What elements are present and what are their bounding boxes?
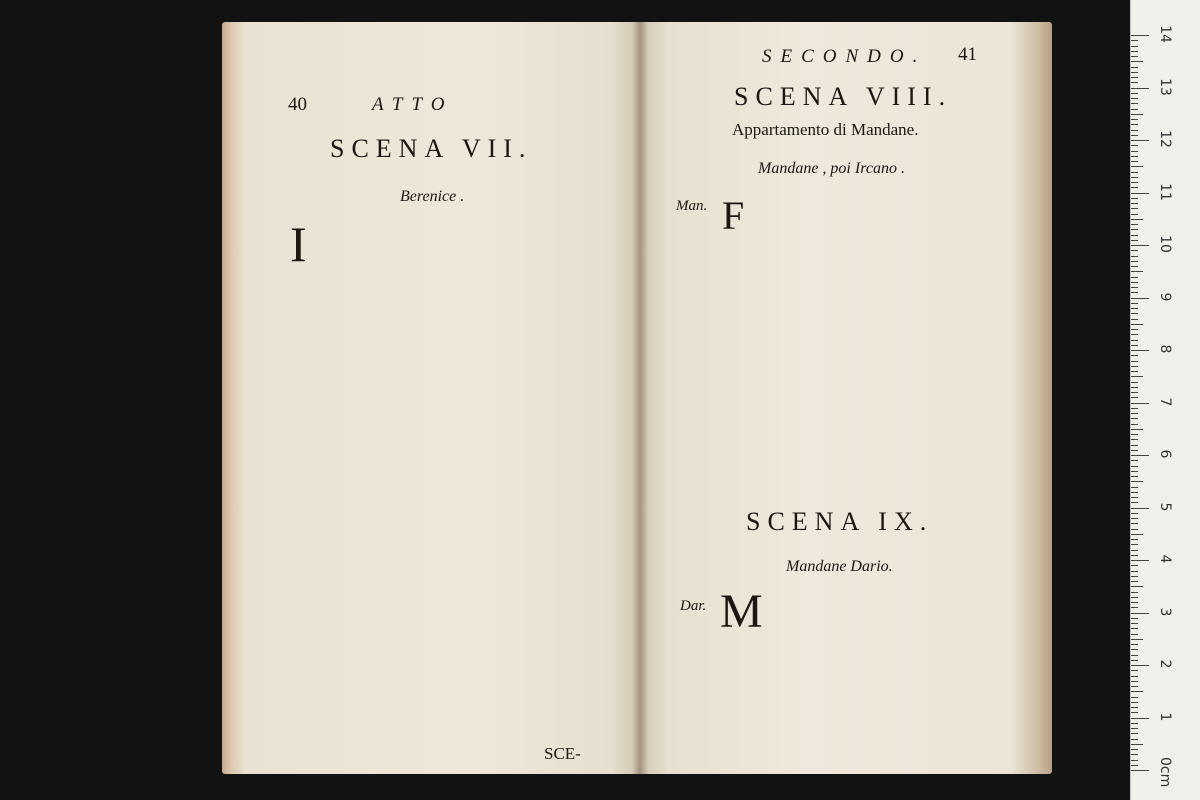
verse-line [680,670,1042,689]
verse-line [314,575,614,594]
ruler-tick [1131,193,1149,194]
ruler-tick [1131,114,1143,115]
ruler-tick [1131,109,1138,110]
ruler-tick [1131,718,1149,719]
character-list: Berenice . [400,188,465,205]
ruler-tick [1131,665,1149,666]
catchword: SCE- [544,744,581,763]
ruler-tick [1131,544,1138,545]
ruler-tick [1131,481,1143,482]
ruler-tick [1131,450,1138,451]
ruler-number: 12 [1157,130,1173,148]
ruler-tick [1131,760,1138,761]
ruler-tick [1131,555,1138,556]
ruler-tick [1131,77,1138,78]
ruler-tick [1131,103,1138,104]
ruler-tick [1131,198,1138,199]
ruler-tick [1131,691,1143,692]
verse-line [272,464,632,483]
character-list: Mandane Dario. [786,558,893,575]
ruler-tick [1131,355,1138,356]
ruler-tick [1131,329,1138,330]
ruler-number: 1 [1157,712,1173,721]
ruler-tick [1131,67,1138,68]
ruler-tick [1131,303,1138,304]
ruler-tick [1131,371,1138,372]
ruler-tick [1131,271,1143,272]
ruler-tick [1131,292,1138,293]
ruler-tick [1131,366,1138,367]
ruler-tick [1131,439,1138,440]
ruler-tick [1131,702,1138,703]
scene-location: Appartamento di Mandane. [732,120,919,139]
verse-line [698,231,1038,250]
ruler-tick [1131,224,1138,225]
verse-line [680,401,1040,420]
ruler-tick [1131,145,1138,146]
book-gutter [632,22,648,774]
verse-line [698,194,1038,213]
speaker-label: Dar. [680,598,707,614]
ruler-tick [1131,313,1138,314]
dialogue-block [680,345,1040,494]
ruler-tick [1131,261,1138,262]
ruler-number: 5 [1157,502,1173,511]
ruler-tick [1131,408,1138,409]
ruler-tick [1131,324,1143,325]
verse-line [272,501,632,520]
aria-block [314,519,614,631]
ruler-number: 0cm [1157,757,1173,788]
ruler-tick [1131,88,1149,89]
ruler-tick [1131,523,1138,524]
ruler-number: 14 [1157,25,1173,43]
ruler-tick [1131,392,1138,393]
ruler-tick [1131,471,1138,472]
ruler-tick [1131,40,1138,41]
verse-line [272,408,632,427]
ruler-tick [1131,502,1138,503]
ruler-tick [1131,728,1138,729]
ruler-tick [1131,529,1138,530]
verse-line [698,250,1038,269]
ruler-tick [1131,424,1138,425]
ruler-tick [1131,161,1138,162]
ruler-tick [1131,539,1138,540]
ruler-tick [1131,376,1143,377]
ruler-tick [1131,345,1138,346]
ruler-tick [1131,639,1143,640]
verse-line [680,345,1040,364]
ruler-tick [1131,445,1138,446]
verse-line [680,364,1040,383]
page-number: 40 [288,94,307,115]
ruler-tick [1131,282,1138,283]
ruler-tick [1131,266,1138,267]
ruler-tick [1131,240,1138,241]
verse-line [680,689,1042,708]
ruler-tick [1131,723,1138,724]
ruler-tick [1131,618,1138,619]
ruler-tick [1131,72,1138,73]
verse-line [314,593,614,612]
scene-title: SCENA IX. [746,507,934,536]
verse-line [680,652,1042,671]
scene-title: SCENA VII. [330,134,533,163]
ruler-tick [1131,235,1138,236]
ruler-tick [1131,733,1138,734]
ruler-tick [1131,466,1138,467]
ruler-tick [1131,187,1138,188]
ruler-tick [1131,707,1138,708]
ruler-tick [1131,119,1138,120]
ruler-tick [1131,749,1138,750]
verse-line [314,519,614,538]
ruler-tick [1131,61,1143,62]
ruler-number: 6 [1157,449,1173,459]
ruler-tick [1131,634,1138,635]
ruler-tick [1131,397,1138,398]
ruler-tick [1131,382,1138,383]
ruler-tick [1131,156,1138,157]
ruler-tick [1131,744,1143,745]
ruler-tick [1131,250,1138,251]
running-head: ATTO [372,94,454,115]
verse-line [698,287,1038,306]
ruler-tick [1131,686,1138,687]
ruler-tick [1131,46,1138,47]
ruler-tick [1131,565,1138,566]
ruler-tick [1131,513,1138,514]
ruler-tick [1131,124,1138,125]
ruler-tick [1131,681,1138,682]
verse-line [680,457,1040,476]
verse-line [680,615,1042,634]
ruler-tick [1131,35,1149,36]
verse-block [698,194,1038,343]
ruler-tick [1131,151,1138,152]
ruler-tick [1131,245,1149,246]
ruler-number: 11 [1157,182,1173,201]
ruler-tick [1131,571,1138,572]
ruler-number: 2 [1157,659,1173,669]
ruler-tick [1131,140,1149,141]
ruler-tick [1131,676,1138,677]
ruler-number: 9 [1157,292,1173,301]
ruler-tick [1131,739,1138,740]
verse-line [680,382,1040,401]
verse-line [272,259,632,278]
ruler-tick [1131,334,1138,335]
verse-line [272,296,632,315]
ruler-tick [1131,172,1138,173]
verse-line [698,306,1038,325]
ruler-tick [1131,770,1149,771]
ruler-tick [1131,644,1138,645]
ruler-number: 4 [1157,554,1173,564]
verse-line [272,389,632,408]
ruler-tick [1131,340,1138,341]
verse-line [680,419,1040,438]
ruler-tick [1131,487,1138,488]
ruler-tick [1131,655,1138,656]
ruler-tick [1131,298,1149,299]
ruler-tick [1131,660,1138,661]
ruler-tick [1131,166,1143,167]
ruler-tick [1131,203,1138,204]
ruler-tick [1131,308,1138,309]
ruler-tick [1131,628,1138,629]
verse-line [272,334,632,353]
ruler-tick [1131,476,1138,477]
ruler-tick [1131,586,1143,587]
verse-line [272,278,632,297]
ruler-tick [1131,712,1138,713]
ruler-number: 10 [1157,235,1173,253]
ruler-tick [1131,754,1138,755]
verse-line [272,445,632,464]
ruler-tick [1131,130,1138,131]
ruler-tick [1131,592,1138,593]
ruler-tick [1131,460,1138,461]
ruler-tick [1131,361,1138,362]
ruler-tick [1131,697,1138,698]
ruler-tick [1131,51,1138,52]
verse-line [680,633,1042,652]
ruler-tick [1131,387,1138,388]
ruler-tick [1131,229,1138,230]
ruler-number: 7 [1157,397,1173,406]
page-number: 41 [958,44,977,65]
ruler-tick [1131,613,1149,614]
ruler-tick [1131,581,1138,582]
character-list: Mandane , poi Ircano . [758,160,905,177]
ruler-tick [1131,413,1138,414]
ruler-tick [1131,765,1138,766]
ruler-tick [1131,492,1138,493]
ruler-tick [1131,82,1138,83]
ruler-tick [1131,319,1138,320]
verse-line [314,538,614,557]
ruler-tick [1131,98,1138,99]
verse-line [680,475,1040,494]
ruler-tick [1131,597,1138,598]
drop-cap: I [290,216,307,272]
verse-line [680,438,1040,457]
ruler-tick [1131,219,1143,220]
ruler-tick [1131,429,1143,430]
ruler-tick [1131,182,1138,183]
ruler-tick [1131,670,1138,671]
left-page [222,22,640,774]
speaker-label: Man. [676,198,708,214]
ruler-tick [1131,497,1138,498]
ruler-tick [1131,649,1138,650]
ruler-tick [1131,607,1138,608]
ruler-tick [1131,576,1138,577]
verse-line [272,427,632,446]
ruler-tick [1131,518,1138,519]
verse-line [272,241,632,260]
verse-line [698,213,1038,232]
verse-line [314,556,614,575]
running-head: SECONDO. [762,46,927,67]
ruler-tick [1131,214,1138,215]
ruler-number: 8 [1157,344,1173,354]
ruler-tick [1131,277,1138,278]
verse-line [680,596,1042,615]
ruler-tick [1131,508,1149,509]
measurement-ruler [1130,0,1200,800]
verse-line [698,324,1038,343]
ruler-tick [1131,208,1138,209]
verse-line [698,268,1038,287]
ruler-tick [1131,623,1138,624]
ruler-tick [1131,135,1138,136]
ruler-tick [1131,560,1149,561]
ruler-tick [1131,434,1138,435]
ruler-number: 3 [1157,607,1173,616]
drop-cap: M [720,585,763,638]
ruler-tick [1131,403,1149,404]
scene-title: SCENA VIII. [734,82,953,111]
drop-cap: F [722,193,745,238]
right-page [640,22,1052,774]
verse-line [272,315,632,334]
ruler-tick [1131,550,1138,551]
verse-line [314,612,614,631]
open-book [222,22,1052,774]
ruler-tick [1131,534,1143,535]
verse-line [272,371,632,390]
ruler-tick [1131,177,1138,178]
verse-line [272,352,632,371]
ruler-number: 13 [1157,77,1173,96]
ruler-tick [1131,287,1138,288]
verse-block [272,216,632,520]
ruler-tick [1131,256,1138,257]
ruler-tick [1131,602,1138,603]
ruler-tick [1131,93,1138,94]
ruler-tick [1131,350,1149,351]
ruler-tick [1131,418,1138,419]
dialogue-block [680,596,1042,708]
verse-line [272,222,632,241]
verse-line [272,482,632,501]
ruler-tick [1131,56,1138,57]
ruler-tick [1131,455,1149,456]
